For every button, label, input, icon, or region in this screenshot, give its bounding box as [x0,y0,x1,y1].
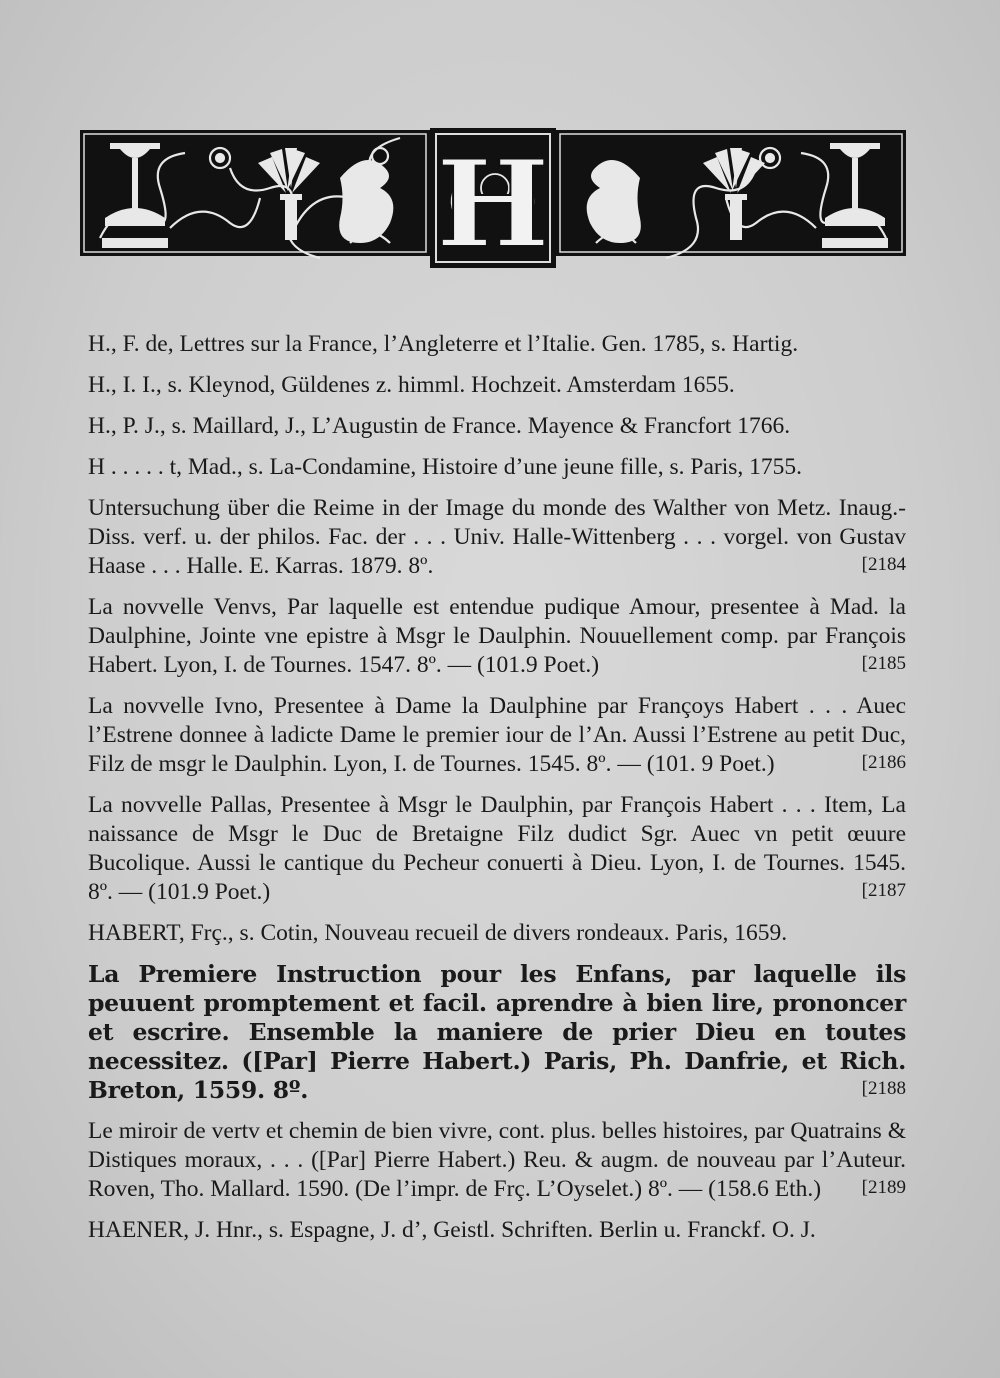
entry-text: La Premiere Instruction pour les Enfans, par laquelle ils peuuent promptement et facil. aprendre à bien lire, prononcer et escrire. Ensemble la maniere de prier Dieu en toutes necessitez. ([Par] Pierre Habert.) Paris, Ph. Danfrie, et Rich. Breton, 1559. 8º. [88,960,906,1104]
entry-2188 [88,960,906,1105]
entry-2185 [88,593,906,680]
entry-h-i-i [88,371,906,400]
entry-reference-number: [2186 [861,752,906,773]
entry-habert-cotin [88,919,906,948]
left-griffin [339,160,393,243]
ornament-svg [80,128,906,268]
entry-text: H., I. I., s. Kleynod, Güldenes z. himml. Hochzeit. Amsterdam 1655. [88,372,735,398]
entry-2184 [88,494,906,581]
entry-reference-number: [2185 [861,653,906,674]
entry-haener [88,1216,906,1245]
bibliography-entries [88,330,906,1257]
entry-text: HAENER, J. Hnr., s. Espagne, J. d’, Geistl. Schriften. Berlin u. Franckf. O. J. [88,1217,816,1243]
entry-2186 [88,692,906,779]
entry-reference-number: [2189 [861,1177,906,1198]
entry-text: Le miroir de vertv et chemin de bien vivre, cont. plus. belles histoires, par Quatrains & Distiques moraux, . . . ([Par] Pierre Habert.) Reu. & augm. de nouveau par l’Auteur. Roven, Tho. Mallard. 1590. (De l’impr. de Frç. L’Oyselet.) 8º. — (158.6 Eth.) [88,1118,906,1202]
entry-text: La novvelle Pallas, Presentee à Msgr le Daulphin, par François Habert . . . Item, La naissance de Msgr le Duc de Bretaigne Filz dudict Sgr. Auec vn petit œuure Bucolique. Aussi le cantique du Pecheur conuerti à Dieu. Lyon, I. de Tournes. 1545. 8º. — (101.9 Poet.) [88,792,906,905]
initial-letter-h: H [436,134,550,268]
entry-text: La novvelle Ivno, Presentee à Dame la Daulphine par Françoys Habert . . . Auec l’Estrene donnee à ladicte Dame le premier iour de l’An. Aussi l’Estrene au petit Duc, Filz de msgr le Daulphin. Lyon, I. de Tournes. 1545. 8º. — (101. 9 Poet.) [88,693,906,777]
entry-h-p-j [88,412,906,441]
right-griffin [587,160,641,243]
entry-reference-number: [2187 [861,880,906,901]
entry-reference-number: [2184 [861,554,906,575]
entry-text: Untersuchung über die Reime in der Image du monde des Walther von Metz. Inaug.-Diss. verf. u. der philos. Fac. der . . . Univ. Halle-Wittenberg . . . vorgel. von Gustav Haase . . . Halle. E. Karras. 1879. 8º. [88,495,906,579]
entry-text: HABERT, Frç., s. Cotin, Nouveau recueil de divers rondeaux. Paris, 1659. [88,920,788,946]
entry-2187 [88,791,906,907]
entry-2189 [88,1117,906,1204]
entry-reference-number: [2188 [861,1078,906,1099]
entry-h-f-de [88,330,906,359]
entry-text: La novvelle Venvs, Par laquelle est entendue pudique Amour, presentee à Mad. la Daulphine, Jointe vne epistre à Msgr le Daulphin. Nouuellement comp. par François Habert. Lyon, I. de Tournes. 1547. 8º. — (101.9 Poet.) [88,594,906,678]
entry-text: H . . . . . t, Mad., s. La-Condamine, Histoire d’une jeune fille, s. Paris, 1755. [88,454,803,480]
entry-text: H., P. J., s. Maillard, J., L’Augustin de France. Mayence & Francfort 1766. [88,413,791,439]
entry-h-t-mad [88,453,906,482]
entry-text: H., F. de, Lettres sur la France, l’Angleterre et l’Italie. Gen. 1785, s. Hartig. [88,331,799,357]
ornamental-header-banner [80,128,906,268]
